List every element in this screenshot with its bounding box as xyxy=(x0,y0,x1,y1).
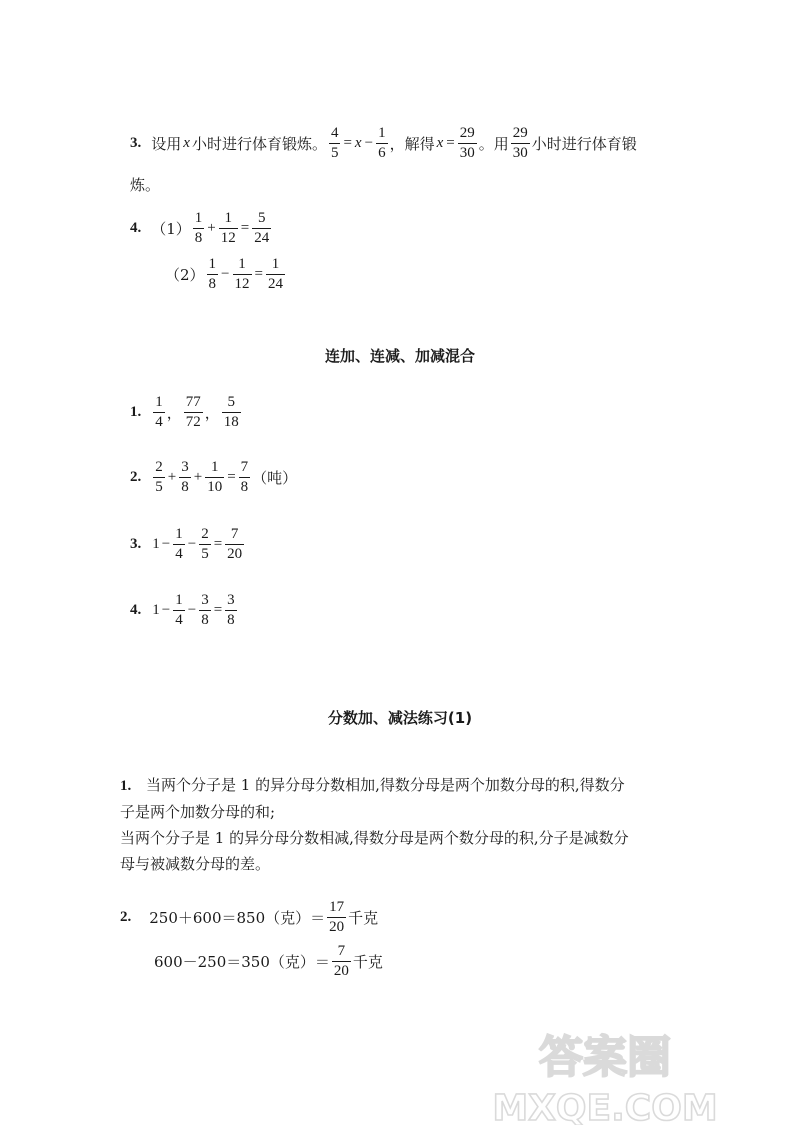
number: 1 xyxy=(152,601,160,618)
fraction: $\frac{1}{4}$ xyxy=(175,525,183,562)
fraction: $\frac{7}{8}$ xyxy=(240,458,249,495)
s1-question-2 xyxy=(130,457,297,497)
question-number: 4. xyxy=(130,219,142,236)
paragraph-line: 子是两个加数分母的和; xyxy=(120,803,276,821)
comma: ， xyxy=(166,403,182,422)
minus-sign: − xyxy=(221,265,230,282)
section-heading: 分数加、减法练习(1) xyxy=(327,709,473,727)
fraction: $\frac{77}{72}$ xyxy=(185,393,201,430)
part-label: （1） xyxy=(151,219,191,238)
equals-sign: = xyxy=(213,601,223,618)
minus-sign: − xyxy=(161,535,171,552)
plus-sign: + xyxy=(207,219,216,236)
fraction: $\frac{4}{5}$ xyxy=(330,124,339,161)
question-3-prev xyxy=(130,122,637,195)
fraction: $\frac{7}{20}$ xyxy=(333,942,349,979)
fraction: $\frac{1}{10}$ xyxy=(207,458,223,495)
fraction: $\frac{5}{24}$ xyxy=(254,209,270,246)
fraction: $\frac{1}{8}$ xyxy=(208,255,217,292)
variable-x: x xyxy=(354,134,362,151)
fraction: $\frac{3}{8}$ xyxy=(201,591,209,628)
question-number: 2. xyxy=(130,468,142,485)
plus-sign: + xyxy=(167,468,177,485)
number: 1 xyxy=(152,535,160,552)
s1-question-4 xyxy=(130,590,239,630)
question-number: 3. xyxy=(130,134,142,151)
s1-question-1 xyxy=(130,392,243,432)
text: 小时进行体育锻 xyxy=(531,134,637,153)
section-heading: 连加、连减、加减混合 xyxy=(324,347,475,365)
unit-label: 千克 xyxy=(352,952,383,971)
minus-sign: − xyxy=(161,601,171,618)
equals-sign: = xyxy=(446,134,455,151)
fraction: $\frac{29}{30}$ xyxy=(459,124,475,161)
fraction: $\frac{2}{5}$ xyxy=(155,458,163,495)
paragraph-line: 当两个分子是 1 的异分母分数相加,得数分母是两个加数分母的积,得数分 xyxy=(146,776,625,794)
equals-sign: = xyxy=(240,219,250,236)
comma: ， xyxy=(204,403,220,422)
fraction: $\frac{1}{4}$ xyxy=(175,591,183,628)
fraction: $\frac{3}{8}$ xyxy=(227,591,235,628)
fraction: $\frac{29}{30}$ xyxy=(512,124,528,161)
question-number: 3. xyxy=(130,535,142,552)
unit-label: （吨） xyxy=(252,468,298,487)
equation-text: 600－250＝350（克）＝ xyxy=(154,952,330,971)
text: 小时进行体育锻炼。 xyxy=(191,134,327,153)
minus-sign: − xyxy=(187,601,197,618)
svg-text:MXQE.COM: MXQE.COM xyxy=(492,1088,718,1125)
unit-label: 千克 xyxy=(348,908,379,927)
question-number: 1. xyxy=(120,778,132,794)
fraction: $\frac{3}{8}$ xyxy=(181,458,189,495)
equals-sign: = xyxy=(227,468,236,485)
s2-question-2 xyxy=(120,897,383,981)
minus-sign: − xyxy=(187,535,197,552)
equation-text: 250＋600＝850（克）＝ xyxy=(149,908,326,927)
variable-x: x xyxy=(183,134,190,151)
s2-question-1 xyxy=(120,772,690,877)
equals-sign: = xyxy=(213,535,223,552)
variable-x: x xyxy=(436,134,444,151)
text-continuation: 炼。 xyxy=(130,176,161,194)
fraction: $\frac{1}{12}$ xyxy=(234,255,250,292)
paragraph-line: 当两个分子是 1 的异分母分数相减,得数分母是两个数分母的积,分子是减数分 xyxy=(120,829,629,847)
fraction: $\frac{1}{8}$ xyxy=(194,209,203,246)
svg-text:答案圈: 答案圈 xyxy=(539,1032,671,1083)
text: ，解得 xyxy=(389,134,435,153)
fraction: $\frac{1}{24}$ xyxy=(267,255,283,292)
fraction: $\frac{1}{12}$ xyxy=(220,209,236,246)
plus-sign: + xyxy=(193,468,203,485)
paragraph-line: 母与被减数分母的差。 xyxy=(120,855,271,873)
fraction: $\frac{2}{5}$ xyxy=(201,525,209,562)
question-4-prev xyxy=(130,208,287,294)
part-label: （2） xyxy=(165,265,205,284)
fraction: $\frac{1}{6}$ xyxy=(378,124,386,161)
minus-sign: − xyxy=(364,134,374,151)
question-number: 2. xyxy=(120,908,132,925)
fraction: $\frac{1}{4}$ xyxy=(155,393,163,430)
watermark-logo xyxy=(420,1020,790,1125)
fraction: $\frac{7}{20}$ xyxy=(227,525,243,562)
equals-sign: = xyxy=(343,134,352,151)
fraction: $\frac{5}{18}$ xyxy=(223,393,239,430)
text: 。用 xyxy=(478,134,509,153)
text: 设用 xyxy=(151,134,182,153)
question-number: 4. xyxy=(130,601,142,618)
s1-question-3 xyxy=(130,524,246,564)
fraction: $\frac{17}{20}$ xyxy=(329,898,345,935)
equals-sign: = xyxy=(254,265,263,282)
question-number: 1. xyxy=(130,403,142,420)
